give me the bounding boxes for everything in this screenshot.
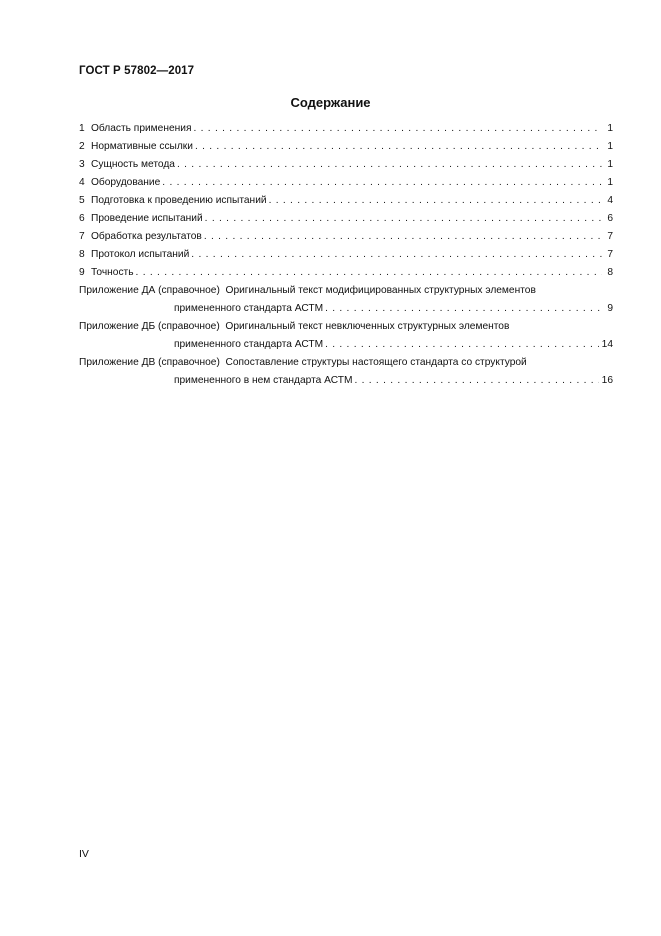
toc-entry-label: Проведение испытаний: [91, 213, 203, 224]
toc-entry-page: 16: [601, 375, 613, 386]
toc-entry-page: 1: [607, 123, 613, 134]
appendix-prefix: Приложение ДВ (справочное): [79, 357, 220, 368]
toc-title: Содержание: [290, 95, 371, 110]
toc-entry[interactable]: [79, 210, 613, 228]
toc-entry-page: 14: [601, 339, 613, 350]
toc-leader-dots: [325, 336, 599, 354]
toc-entry-label: Подготовка к проведению испытаний: [91, 195, 267, 206]
toc-entry[interactable]: [79, 156, 613, 174]
toc-entry-label: Сущность метода: [91, 159, 175, 170]
document-id: ГОСТ Р 57802—2017: [79, 65, 195, 77]
toc-entry[interactable]: [79, 138, 613, 156]
toc-entry-number: 6: [79, 213, 85, 224]
toc-entry-page: 7: [607, 249, 613, 260]
toc-entry-number: 4: [79, 177, 85, 188]
toc-entry-label: Область применения: [91, 123, 192, 134]
toc-entry-page: 8: [607, 267, 613, 278]
toc-entry-page: 7: [607, 231, 613, 242]
toc-entry-number: 7: [79, 231, 85, 242]
toc-entry-label: Нормативные ссылки: [91, 141, 193, 152]
toc-entry[interactable]: [79, 228, 613, 246]
toc-leader-dots: [191, 246, 602, 264]
toc-entry-page: 1: [607, 159, 613, 170]
toc-entry[interactable]: [79, 192, 613, 210]
toc-entry-page: 6: [607, 213, 613, 224]
toc-entry-label: Оборудование: [91, 177, 161, 188]
toc-entry-page: 1: [607, 177, 613, 188]
toc-leader-dots: [162, 174, 602, 192]
appendix-prefix: Приложение ДБ (справочное): [79, 321, 220, 332]
toc-entry[interactable]: [79, 264, 613, 282]
appendix-title-line2: примененного стандарта АСТМ: [174, 339, 324, 350]
toc-leader-dots: [205, 210, 602, 228]
appendix-title-line1: Оригинальный текст невключенных структурных элементов: [225, 321, 510, 332]
toc-entry-label: Точность: [91, 267, 134, 278]
appendix-title-line1: Сопоставление структуры настоящего стандарта со структурой: [225, 357, 527, 368]
toc-leader-dots: [193, 120, 602, 138]
toc-leader-dots: [136, 264, 602, 282]
toc-entry[interactable]: [79, 246, 613, 264]
toc-entry-label: Обработка результатов: [91, 231, 202, 242]
toc-leader-dots: [354, 372, 598, 390]
toc-entry-number: 2: [79, 141, 85, 152]
toc-leader-dots: [177, 156, 602, 174]
toc-entry[interactable]: [79, 120, 613, 138]
table-of-contents: [79, 120, 613, 390]
toc-appendix-entry[interactable]: [79, 318, 613, 354]
toc-leader-dots: [195, 138, 602, 156]
toc-entry-page: 9: [607, 303, 613, 314]
toc-entry-number: 3: [79, 159, 85, 170]
page-number: IV: [79, 848, 89, 860]
toc-appendix-entry[interactable]: [79, 354, 613, 390]
appendix-prefix: Приложение ДА (справочное): [79, 285, 220, 296]
toc-entry-number: 5: [79, 195, 85, 206]
toc-leader-dots: [269, 192, 602, 210]
toc-entry-page: 1: [607, 141, 613, 152]
appendix-title-line2: примененного стандарта АСТМ: [174, 303, 324, 314]
toc-entry-number: 8: [79, 249, 85, 260]
toc-appendix-entry[interactable]: [79, 282, 613, 318]
toc-entry-number: 9: [79, 267, 85, 278]
toc-leader-dots: [325, 300, 602, 318]
toc-entry-page: 4: [607, 195, 613, 206]
toc-entry-label: Протокол испытаний: [91, 249, 190, 260]
appendix-title-line1: Оригинальный текст модифицированных структурных элементов: [225, 285, 536, 296]
toc-entry-number: 1: [79, 123, 85, 134]
toc-entry[interactable]: [79, 174, 613, 192]
appendix-title-line2: примененного в нем стандарта АСТМ: [174, 375, 353, 386]
toc-leader-dots: [204, 228, 602, 246]
